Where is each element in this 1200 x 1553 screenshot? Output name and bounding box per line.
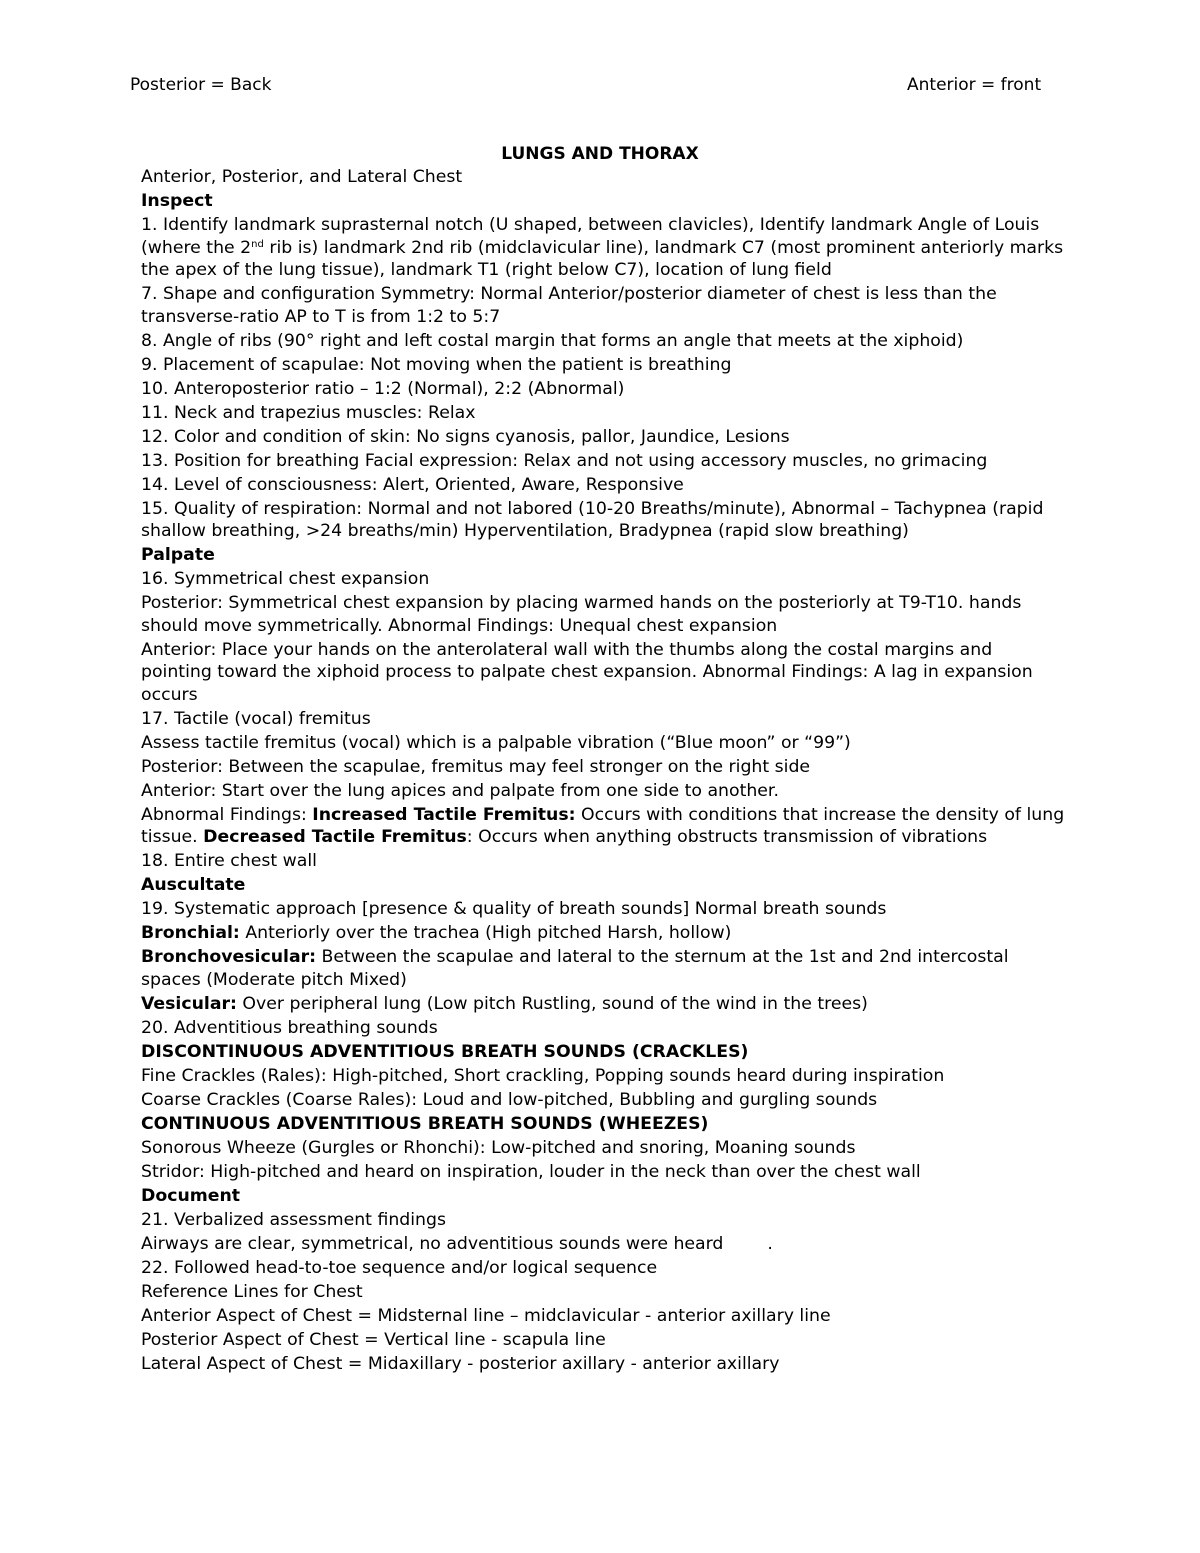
header-right-note: Anterior = front xyxy=(907,75,1042,95)
abnormal-prefix: Abnormal Findings: xyxy=(141,804,313,825)
palpate-item-18: 18. Entire chest wall xyxy=(141,851,317,872)
stridor: Stridor: High-pitched and heard on inspiration, louder in the neck than over the chest wall xyxy=(141,1161,921,1182)
page-title: LUNGS AND THORAX xyxy=(501,144,699,164)
inspect-item-15: 15. Quality of respiration: Normal and not labored (10-20 Breaths/minute), Abnormal – Tachypnea (rapid shallow breathing, >24 breaths/min) Hyperventilation, Bradypnea (rapid slow breathing) xyxy=(141,498,1044,542)
decreased-fremitus-label: Decreased Tactile Fremitus xyxy=(203,827,467,848)
palpate-anterior: Anterior: Place your hands on the anterolateral wall with the thumbs along the costal margins and pointing toward the xiphoid process to palpate chest expansion. Abnormal Findings: A lag in expansion occurs xyxy=(141,639,1033,705)
inspect-item-11: 11. Neck and trapezius muscles: Relax xyxy=(141,402,476,423)
header-left-note: Posterior = Back xyxy=(130,75,272,95)
palpate-item-17: 17. Tactile (vocal) fremitus xyxy=(141,708,371,729)
subtitle: Anterior, Posterior, and Lateral Chest xyxy=(141,167,463,187)
auscultate-item-20: 20. Adventitious breathing sounds xyxy=(141,1017,438,1038)
section-heading-palpate: Palpate xyxy=(141,545,215,566)
bronchial-label: Bronchial: xyxy=(141,923,240,944)
section-heading-document: Document xyxy=(141,1185,241,1206)
anterior-aspect: Anterior Aspect of Chest = Midsternal line – midclavicular - anterior axillary line xyxy=(141,1305,831,1326)
section-heading-auscultate: Auscultate xyxy=(141,875,246,896)
inspect-item-14: 14. Level of consciousness: Alert, Oriented, Aware, Responsive xyxy=(141,474,684,495)
section-heading-inspect: Inspect xyxy=(141,190,213,211)
document-item-22: 22. Followed head-to-toe sequence and/or logical sequence xyxy=(141,1257,658,1278)
increased-fremitus-label: Increased Tactile Fremitus: xyxy=(312,804,576,825)
decreased-fremitus-text: : Occurs when anything obstructs transmission of vibrations xyxy=(466,827,988,848)
inspect-item-8: 8. Angle of ribs (90° right and left costal margin that forms an angle that meets at the xiphoid) xyxy=(141,330,964,351)
reference-lines-heading: Reference Lines for Chest xyxy=(141,1281,363,1302)
inspect-item-1-text-b: rib is) landmark 2nd rib (midclavicular line), landmark C7 (most prominent anteriorly marks the apex of the lung tissue), landmark T1 (right below C7), location of lung field xyxy=(141,237,1064,281)
sonorous-wheeze: Sonorous Wheeze (Gurgles or Rhonchi): Low-pitched and snoring, Moaning sounds xyxy=(141,1137,856,1158)
palpate-abnormal-findings xyxy=(141,804,1066,849)
vesicular-label: Vesicular: xyxy=(141,993,237,1014)
lateral-aspect: Lateral Aspect of Chest = Midaxillary - posterior axillary - anterior axillary xyxy=(141,1353,780,1374)
document-body xyxy=(141,166,1066,1377)
bronchial-text: Anteriorly over the trachea (High pitched Harsh, hollow) xyxy=(239,923,732,944)
posterior-aspect: Posterior Aspect of Chest = Vertical line - scapula line xyxy=(141,1329,606,1350)
document-airways: Airways are clear, symmetrical, no adventitious sounds were heard . xyxy=(141,1233,773,1254)
inspect-item-10: 10. Anteroposterior ratio – 1:2 (Normal), 2:2 (Abnormal) xyxy=(141,378,625,399)
inspect-item-1-text-a: 1. Identify landmark suprasternal notch (U shaped, between clavicles), Identify landmark Angle of Louis (where the 2 xyxy=(141,214,1040,258)
discontinuous-heading: DISCONTINUOUS ADVENTITIOUS BREATH SOUNDS (CRACKLES) xyxy=(141,1041,749,1062)
fine-crackles: Fine Crackles (Rales): High-pitched, Short crackling, Popping sounds heard during inspiration xyxy=(141,1065,945,1086)
inspect-item-9: 9. Placement of scapulae: Not moving when the patient is breathing xyxy=(141,354,732,375)
increased-fremitus-text: Occurs with conditions that increase the density of lung tissue. xyxy=(141,804,1065,848)
palpate-item-16: 16. Symmetrical chest expansion xyxy=(141,569,430,590)
palpate-posterior-fremitus: Posterior: Between the scapulae, fremitus may feel stronger on the right side xyxy=(141,756,811,777)
inspect-item-1 xyxy=(141,214,1066,282)
palpate-assess: Assess tactile fremitus (vocal) which is a palpable vibration (“Blue moon” or “99”) xyxy=(141,732,851,753)
superscript-nd: nd xyxy=(251,238,264,250)
inspect-item-12: 12. Color and condition of skin: No signs cyanosis, pallor, Jaundice, Lesions xyxy=(141,426,790,447)
vesicular-text: Over peripheral lung (Low pitch Rustling, sound of the wind in the trees) xyxy=(236,993,868,1014)
bronchovesicular-label: Bronchovesicular: xyxy=(141,947,317,968)
auscultate-bronchovesicular xyxy=(141,946,1066,991)
bronchovesicular-text: Between the scapulae and lateral to the sternum at the 1st and 2nd intercostal spaces (Moderate pitch Mixed) xyxy=(141,947,1009,990)
document-item-21: 21. Verbalized assessment findings xyxy=(141,1209,446,1230)
inspect-item-13: 13. Position for breathing Facial expression: Relax and not using accessory muscles, no grimacing xyxy=(141,450,988,471)
coarse-crackles: Coarse Crackles (Coarse Rales): Loud and low-pitched, Bubbling and gurgling sounds xyxy=(141,1089,878,1110)
continuous-heading: CONTINUOUS ADVENTITIOUS BREATH SOUNDS (WHEEZES) xyxy=(141,1113,709,1134)
auscultate-item-19: 19. Systematic approach [presence & quality of breath sounds] Normal breath sounds xyxy=(141,899,887,920)
auscultate-vesicular xyxy=(141,993,1066,1016)
inspect-item-7: 7. Shape and configuration Symmetry: Normal Anterior/posterior diameter of chest is less than the transverse-ratio AP to T is from 1:2 to 5:7 xyxy=(141,284,997,327)
palpate-posterior: Posterior: Symmetrical chest expansion by placing warmed hands on the posteriorly at T9-T10. hands should move symmetrically. Abnormal Findings: Unequal chest expansion xyxy=(141,593,1022,636)
palpate-anterior-fremitus: Anterior: Start over the lung apices and palpate from one side to another. xyxy=(141,780,779,801)
auscultate-bronchial xyxy=(141,922,1066,945)
